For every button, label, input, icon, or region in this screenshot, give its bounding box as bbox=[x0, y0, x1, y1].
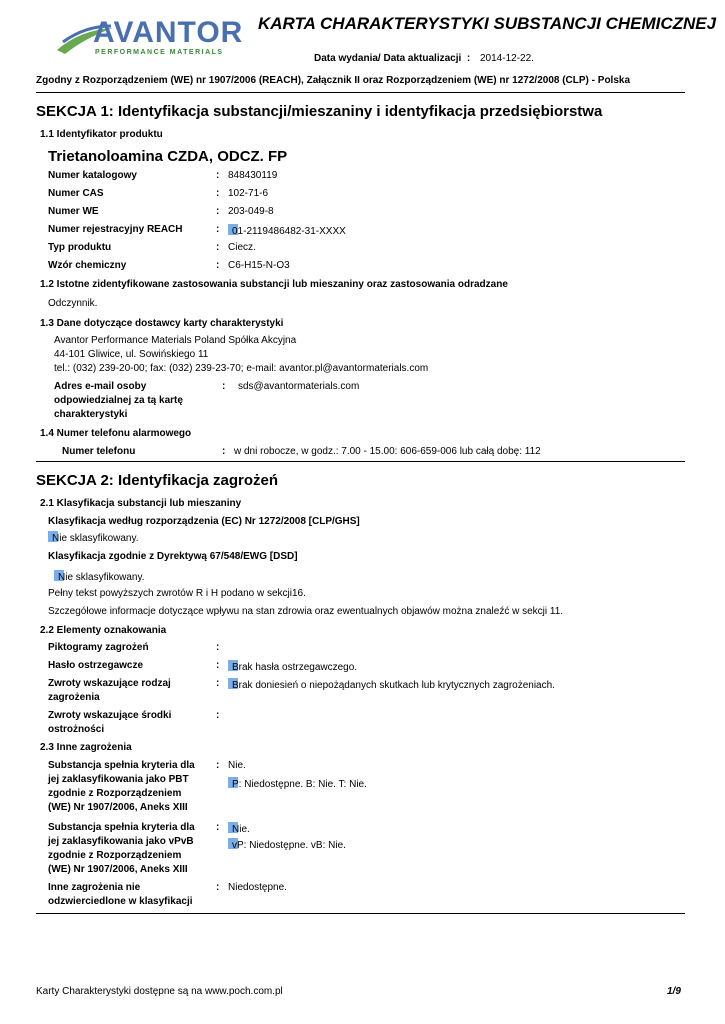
colon: : bbox=[216, 642, 220, 653]
avantor-logo bbox=[55, 12, 255, 62]
section1-title: SEKCJA 1: Identyfikacja substancji/mieszaniny i identyfikacja przedsiębiorstwa bbox=[36, 103, 603, 120]
issue-date-value: 2014-12-22. bbox=[480, 53, 534, 64]
field-value-we: 203-049-8 bbox=[228, 206, 274, 217]
signal-word-value: Brak hasła ostrzegawczego. bbox=[228, 660, 357, 673]
email-value: sds@avantormaterials.com bbox=[238, 381, 360, 392]
pbt-label-1: Substancja spełnia kryteria dla bbox=[48, 760, 195, 771]
colon: : bbox=[216, 260, 220, 271]
supplier-line-3: tel.: (032) 239-20-00; fax: (032) 239-23-70; e-mail: avantor.pl@avantormaterials.com bbox=[54, 363, 429, 374]
colon: : bbox=[216, 170, 220, 181]
precaution-label-1: Zwroty wskazujące środki bbox=[48, 710, 172, 721]
clp-label: Klasyfikacja według rozporządzenia (EC) Nr 1272/2008 [CLP/GHS] bbox=[48, 516, 360, 527]
divider bbox=[36, 461, 685, 462]
divider bbox=[36, 913, 685, 914]
subsection-1-1: 1.1 Identyfikator produktu bbox=[40, 129, 163, 140]
subsection-2-2: 2.2 Elementy oznakowania bbox=[40, 625, 167, 636]
clp-value: Nie sklasyfikowany. bbox=[48, 531, 139, 544]
email-label-3: charakterystyki bbox=[54, 409, 128, 420]
issue-date-label: Data wydania/ Data aktualizacji : bbox=[314, 53, 471, 64]
field-label-catalog: Numer katalogowy bbox=[48, 170, 137, 181]
logo-text: AVANTOR bbox=[93, 16, 244, 49]
full-text-note: Pełny tekst powyższych zwrotów R i H podano w sekcji16. bbox=[48, 588, 306, 599]
product-name: Trietanoloamina CZDA, ODCZ. FP bbox=[48, 148, 288, 165]
details-note: Szczegółowe informacje dotyczące wpływu na stan zdrowia oraz ewentualnych objawów można znaleźć w sekcji 11. bbox=[48, 606, 564, 617]
subsection-1-3: 1.3 Dane dotyczące dostawcy karty charakterystyki bbox=[40, 318, 284, 329]
vpvb-value-1: Nie. bbox=[228, 822, 250, 835]
supplier-line-2: 44-101 Gliwice, ul. Sowińskiego 11 bbox=[54, 349, 209, 360]
other-hazards-label-1: Inne zagrożenia nie bbox=[48, 882, 141, 893]
colon: : bbox=[222, 381, 226, 392]
colon: : bbox=[216, 660, 220, 671]
supplier-line-1: Avantor Performance Materials Poland Spółka Akcyjna bbox=[54, 335, 297, 346]
colon: : bbox=[216, 678, 220, 689]
subsection-2-1: 2.1 Klasyfikacja substancji lub mieszaniny bbox=[40, 498, 242, 509]
field-value-reach: 01-2119486482-31-XXXX bbox=[228, 224, 346, 237]
phone-value: w dni robocze, w godz.: 7.00 - 15.00: 606-659-006 lub całą dobę: 112 bbox=[234, 446, 541, 457]
field-label-cas: Numer CAS bbox=[48, 188, 104, 199]
colon: : bbox=[222, 446, 226, 457]
subsection-2-3: 2.3 Inne zagrożenia bbox=[40, 742, 132, 753]
colon: : bbox=[216, 224, 220, 235]
pbt-value-1: Nie. bbox=[228, 760, 246, 771]
pbt-label-3: zgodnie z Rozporządzeniem bbox=[48, 788, 182, 799]
dsd-label: Klasyfikacja zgodnie z Dyrektywą 67/548/EWG [DSD] bbox=[48, 551, 298, 562]
hazard-value: Brak doniesień o niepożądanych skutkach lub krytycznych zagrożeniach. bbox=[228, 678, 555, 691]
footer-text: Karty Charakterystyki dostępne są na www.poch.com.pl bbox=[36, 986, 283, 997]
field-label-we: Numer WE bbox=[48, 206, 99, 217]
page-number: 1/9 bbox=[667, 986, 681, 997]
vpvb-label-4: (WE) Nr 1907/2006, Aneks XIII bbox=[48, 864, 188, 875]
pbt-label-4: (WE) Nr 1907/2006, Aneks XIII bbox=[48, 802, 188, 813]
pictograms-label: Piktogramy zagrożeń bbox=[48, 642, 149, 653]
colon: : bbox=[216, 710, 220, 721]
email-label-1: Adres e-mail osoby bbox=[54, 381, 147, 392]
email-label-2: odpowiedzialnej za tą kartę bbox=[54, 395, 183, 406]
section2-title: SEKCJA 2: Identyfikacja zagrożeń bbox=[36, 472, 279, 489]
other-hazards-label-2: odzwierciedlone w klasyfikacji bbox=[48, 896, 193, 907]
colon: : bbox=[216, 206, 220, 217]
field-value-type: Ciecz. bbox=[228, 242, 256, 253]
document-title: KARTA CHARAKTERYSTYKI SUBSTANCJI CHEMICZNEJ bbox=[258, 14, 717, 33]
colon: : bbox=[216, 242, 220, 253]
field-value-catalog: 848430119 bbox=[228, 170, 278, 181]
subsection-1-2: 1.2 Istotne zidentyfikowane zastosowania substancji lub mieszaniny oraz zastosowania odradzane bbox=[40, 279, 508, 290]
hazard-label-1: Zwroty wskazujące rodzaj bbox=[48, 678, 171, 689]
field-label-formula: Wzór chemiczny bbox=[48, 260, 127, 271]
logo-subtitle: PERFORMANCE MATERIALS bbox=[95, 49, 224, 56]
colon: : bbox=[216, 760, 220, 771]
vpvb-label-3: zgodnie z Rozporządzeniem bbox=[48, 850, 182, 861]
field-value-formula: C6-H15-N-O3 bbox=[228, 260, 290, 271]
uses-value: Odczynnik. bbox=[48, 298, 98, 309]
signal-word-label: Hasło ostrzegawcze bbox=[48, 660, 144, 671]
field-value-cas: 102-71-6 bbox=[228, 188, 269, 199]
phone-label: Numer telefonu bbox=[62, 446, 136, 457]
colon: : bbox=[216, 882, 220, 893]
colon: : bbox=[216, 822, 220, 833]
dsd-value: Nie sklasyfikowany. bbox=[54, 570, 145, 583]
precaution-label-2: ostrożności bbox=[48, 724, 105, 735]
vpvb-label-2: jej zaklasyfikowania jako vPvB bbox=[48, 836, 194, 847]
hazard-label-2: zagrożenia bbox=[48, 692, 100, 703]
regulation-line: Zgodny z Rozporządzeniem (WE) nr 1907/2006 (REACH), Załącznik II oraz Rozporządzeniem (WE) nr 1272/2008 (CLP) - Polska bbox=[36, 75, 631, 86]
pbt-value-2: P: Niedostępne. B: Nie. T: Nie. bbox=[228, 777, 367, 790]
divider bbox=[36, 92, 685, 93]
other-hazards-value: Niedostępne. bbox=[228, 882, 287, 893]
vpvb-label-1: Substancja spełnia kryteria dla bbox=[48, 822, 195, 833]
pbt-label-2: jej zaklasyfikowania jako PBT bbox=[48, 774, 189, 785]
vpvb-value-2: vP: Niedostępne. vB: Nie. bbox=[228, 838, 346, 851]
colon: : bbox=[216, 188, 220, 199]
field-label-type: Typ produktu bbox=[48, 242, 112, 253]
subsection-1-4: 1.4 Numer telefonu alarmowego bbox=[40, 428, 192, 439]
field-label-reach: Numer rejestracyjny REACH bbox=[48, 224, 183, 235]
